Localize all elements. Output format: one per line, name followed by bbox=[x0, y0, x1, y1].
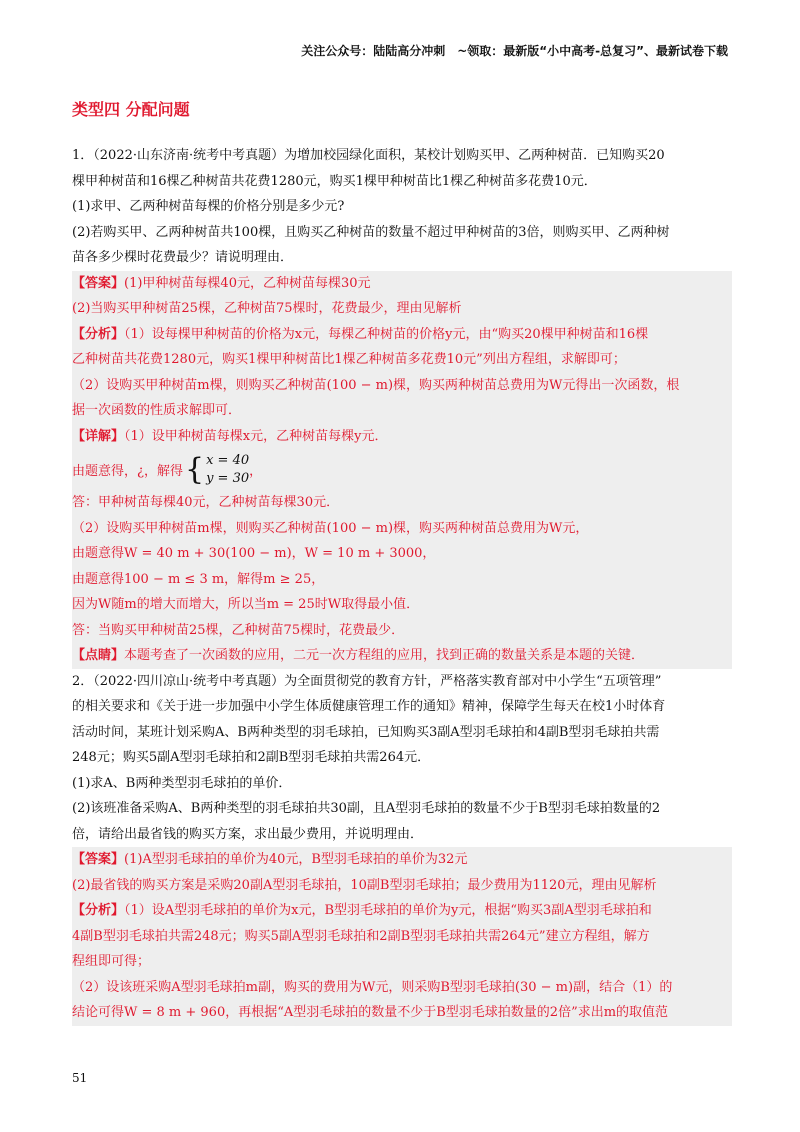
answer-line bbox=[72, 847, 732, 873]
problem-2-line: (1)求A、B两种类型羽毛球拍的单价． bbox=[72, 775, 292, 791]
equation-system bbox=[206, 452, 249, 488]
analysis-line: 乙种树苗共花费1280元，购买1棵甲种树苗比1棵乙种树苗多花费10元”列出方程组，求解即可； bbox=[72, 347, 732, 373]
problem-1-line: 1．（2022·山东济南·统考中考真题）为增加校园绿化面积，某校计划购买甲、乙两种树苗．已知购买20 bbox=[72, 148, 665, 163]
brace-symbol: { bbox=[184, 451, 205, 487]
answer-tag: 【答案】 bbox=[72, 275, 125, 291]
detail-line: 由题意得100 − m ≤ 3 m，解得m ≥ 25， bbox=[72, 567, 732, 593]
problem-2-line: 2．（2022·四川凉山·统考中考真题）为全面贯彻党的教育方针，严格落实教育部对中小学生“五项管理” bbox=[72, 673, 662, 689]
detail-text: 由题意得，¿，解得 bbox=[72, 464, 183, 479]
answer-text: (1)A型羽毛球拍的单价为40元，B型羽毛球拍的单价为32元 bbox=[124, 852, 468, 867]
analysis-text: （1）设A型羽毛球拍的单价为x元，B型羽毛球拍的单价为y元，根据“购买3副A型羽毛球拍和 bbox=[124, 903, 652, 918]
point-line bbox=[72, 643, 732, 669]
detail-tag: 【详解】 bbox=[72, 428, 125, 444]
analysis-line: 结论可得W = 8 m + 960，再根据“A型羽毛球拍的数量不少于B型羽毛球拍数量的2倍”求出m的取值范 bbox=[72, 1000, 732, 1026]
equation-row: x = 40 bbox=[206, 452, 250, 468]
problem-1-line: 苗各多少棵时花费最少？请说明理由． bbox=[72, 250, 294, 265]
page-header: 关注公众号：陆陆高分冲刺 ~领取：最新版“小中高考-总复习”、最新试卷下载 bbox=[301, 44, 728, 58]
analysis-line bbox=[72, 898, 732, 924]
analysis-line: 程组即可得； bbox=[72, 949, 732, 975]
point-text: 本题考查了一次函数的应用，二元一次方程组的应用，找到正确的数量关系是本题的关键． bbox=[124, 648, 645, 663]
equation-system-line bbox=[72, 449, 732, 490]
answer-text: (1)甲种树苗每棵40元，乙种树苗每棵30元 bbox=[124, 275, 371, 291]
answer-line: (2)最省钱的购买方案是采购20副A型羽毛球拍，10副B型羽毛球拍；最少费用为1120元，理由见解析 bbox=[72, 873, 732, 899]
answer-tag: 【答案】 bbox=[72, 852, 125, 867]
detail-line bbox=[72, 424, 732, 450]
detail-line: 因为W随m的增大而增大，所以当m = 25时W取得最小值． bbox=[72, 592, 732, 618]
problem-1-line: (1)求甲、乙两种树苗每棵的价格分别是多少元? bbox=[72, 199, 345, 214]
equation-row: y = 30 bbox=[206, 470, 250, 486]
detail-text: ， bbox=[249, 464, 263, 479]
analysis-tag: 【分析】 bbox=[72, 326, 125, 342]
detail-line: （2）设购买甲种树苗m棵，则购买乙种树苗(100 − m)棵，购买两种树苗总费用为W元， bbox=[72, 516, 732, 542]
detail-text: （1）设甲种树苗每棵x元，乙种树苗每棵y元． bbox=[124, 428, 388, 444]
problem-2-line: 倍，请给出最省钱的购买方案，求出最少费用，并说明理由． bbox=[72, 826, 424, 842]
answer-line: (2)当购买甲种树苗25棵，乙种树苗75棵时，花费最少，理由见解析 bbox=[72, 296, 732, 322]
document-body bbox=[72, 143, 732, 1026]
analysis-tag: 【分析】 bbox=[72, 903, 125, 918]
detail-line: 答：甲种树苗每棵40元，乙种树苗每棵30元． bbox=[72, 490, 732, 516]
detail-line: 答：当购买甲种树苗25棵，乙种树苗75棵时，花费最少． bbox=[72, 618, 732, 644]
problem-1-line: (2)若购买甲、乙两种树苗共100棵，且购买乙种树苗的数量不超过甲种树苗的3倍，则购买甲、乙两种树 bbox=[72, 224, 670, 240]
detail-line: 由题意得W = 40 m + 30(100 − m)，W = 10 m + 3000， bbox=[72, 541, 732, 567]
problem-2-line: (2)该班准备采购A、B两种类型的羽毛球拍共30副，且A型羽毛球拍的数量不少于B型羽毛球拍数量的2 bbox=[72, 801, 661, 816]
answer-line bbox=[72, 271, 732, 297]
problem-2-line: 活动时间，某班计划采购A、B两种类型的羽毛球拍，已知购买3副A型羽毛球拍和4副B型羽毛球拍共需 bbox=[72, 724, 660, 740]
analysis-line bbox=[72, 322, 732, 348]
problem-2-line: 248元；购买5副A型羽毛球拍和2副B型羽毛球拍共需264元． bbox=[72, 750, 431, 765]
problem-2-line: 的相关要求和《关于进一步加强中小学生体质健康管理工作的通知》精神，保障学生每天在校1小时体育 bbox=[72, 699, 666, 714]
section-title: 类型四 分配问题 bbox=[72, 100, 190, 119]
point-tag: 【点睛】 bbox=[72, 648, 125, 663]
page-number: 51 bbox=[72, 1071, 88, 1085]
analysis-line: 据一次函数的性质求解即可． bbox=[72, 398, 732, 424]
analysis-text: （1）设每棵甲种树苗的价格为x元，每棵乙种树苗的价格y元，由“购买20棵甲种树苗和16棵 bbox=[124, 326, 649, 342]
analysis-line: （2）设购买甲种树苗m棵，则购买乙种树苗(100 − m)棵，购买两种树苗总费用为W元得出一次函数，根 bbox=[72, 373, 732, 399]
problem-1-line: 棵甲种树苗和16棵乙种树苗共花费1280元，购买1棵甲种树苗比1棵乙种树苗多花费10元． bbox=[72, 173, 597, 189]
analysis-line: 4副B型羽毛球拍共需248元；购买5副A型羽毛球拍和2副B型羽毛球拍共需264元”建立方程组，解方 bbox=[72, 924, 732, 950]
analysis-line: （2）设该班采购A型羽毛球拍m副，购买的费用为W元，则采购B型羽毛球拍(30 − m)副，结合（1）的 bbox=[72, 975, 732, 1001]
